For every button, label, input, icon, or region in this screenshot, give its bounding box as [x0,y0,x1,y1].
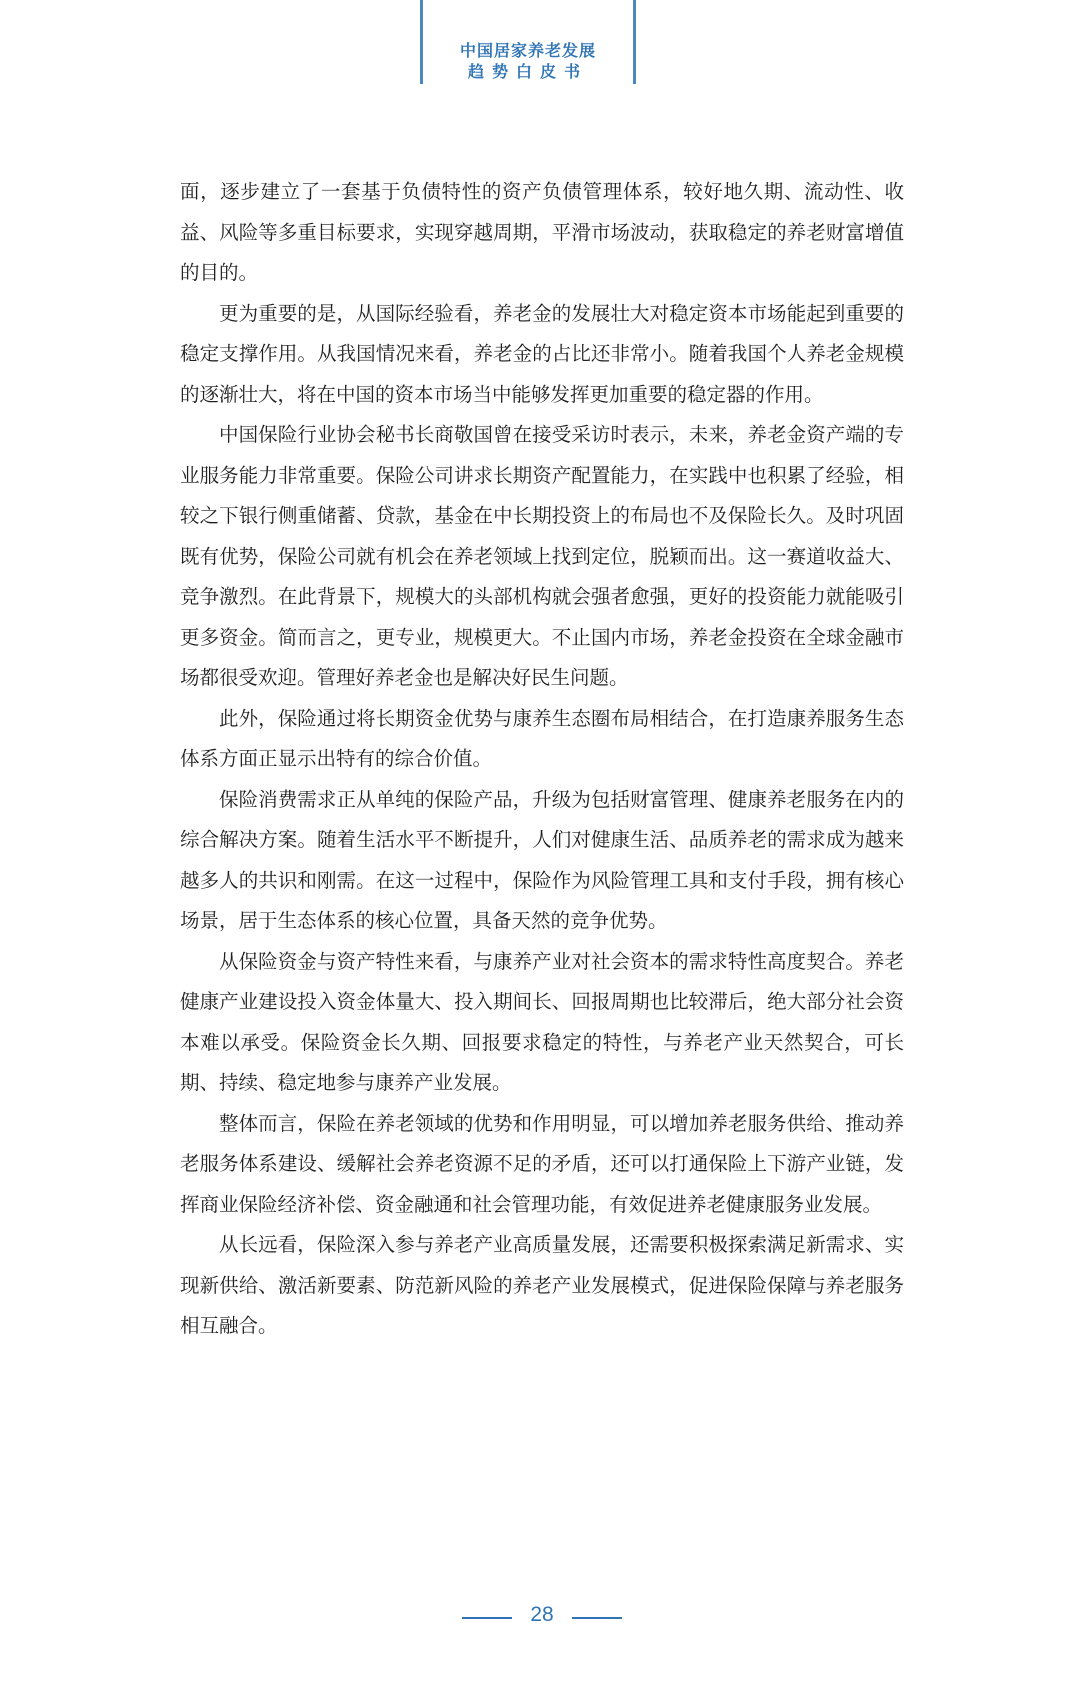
paragraph-2: 更为重要的是，从国际经验看，养老金的发展壮大对稳定资本市场能起到重要的稳定支撑作用。从我国情况来看，养老金的占比还非常小。随着我国个人养老金规模的逐渐壮大，将在中国的资本市场当中能够发挥更加重要的稳定器的作用。 [180,301,904,406]
paragraph-7: 整体而言，保险在养老领域的优势和作用明显，可以增加养老服务供给、推动养老服务体系建设、缓解社会养老资源不足的矛盾，还可以打通保险上下游产业链，发挥商业保险经济补偿、资金融通和社会管理功能，有效促进养老健康服务业发展。 [180,1111,904,1216]
body-text [180,172,904,1347]
footer-divider-left [462,1617,512,1619]
header-title-line2: 趋势白皮书 [467,62,588,81]
footer-divider-right [572,1617,622,1619]
paragraph-5: 保险消费需求正从单纯的保险产品，升级为包括财富管理、健康养老服务在内的综合解决方案。随着生活水平不断提升，人们对健康生活、品质养老的需求成为越来越多人的共识和刚需。在这一过程中，保险作为风险管理工具和支付手段，拥有核心场景，居于生态体系的核心位置，具备天然的竞争优势。 [180,787,904,932]
paragraph-4: 此外，保险通过将长期资金优势与康养生态圈布局相结合，在打造康养服务生态体系方面正显示出特有的综合价值。 [180,706,904,770]
page-footer [0,1603,1080,1633]
paragraph-6: 从保险资金与资产特性来看，与康养产业对社会资本的需求特性高度契合。养老健康产业建设投入资金体量大、投入期间长、回报周期也比较滞后，绝大部分社会资本难以承受。保险资金长久期、回报要求稳定的特性，与养老产业天然契合，可长期、持续、稳定地参与康养产业发展。 [180,949,904,1094]
paragraph-3: 中国保险行业协会秘书长商敬国曾在接受采访时表示，未来，养老金资产端的专业服务能力非常重要。保险公司讲求长期资产配置能力，在实践中也积累了经验，相较之下银行侧重储蓄、贷款，基金在中长期投资上的布局也不及保险长久。及时巩固既有优势，保险公司就有机会在养老领域上找到定位，脱颖而出。这一赛道收益大、竞争激烈。在此背景下，规模大的头部机构就会强者愈强，更好的投资能力就能吸引更多资金。简而言之，更专业，规模更大。不止国内市场，养老金投资在全球金融市场都很受欢迎。管理好养老金也是解决好民生问题。 [180,423,904,689]
paragraph-8: 从长远看，保险深入参与养老产业高质量发展，还需要积极探索满足新需求、实现新供给、激活新要素、防范新风险的养老产业发展模式，促进保险保障与养老服务相互融合。 [180,1233,904,1337]
page-number: 28 [530,1603,554,1626]
header-title-line1: 中国居家养老发展 [459,41,596,60]
paragraph-1: 面，逐步建立了一套基于负债特性的资产负债管理体系，较好地久期、流动性、收益、风险等多重目标要求，实现穿越周期，平滑市场波动，获取稳定的养老财富增值的目的。 [180,180,904,284]
